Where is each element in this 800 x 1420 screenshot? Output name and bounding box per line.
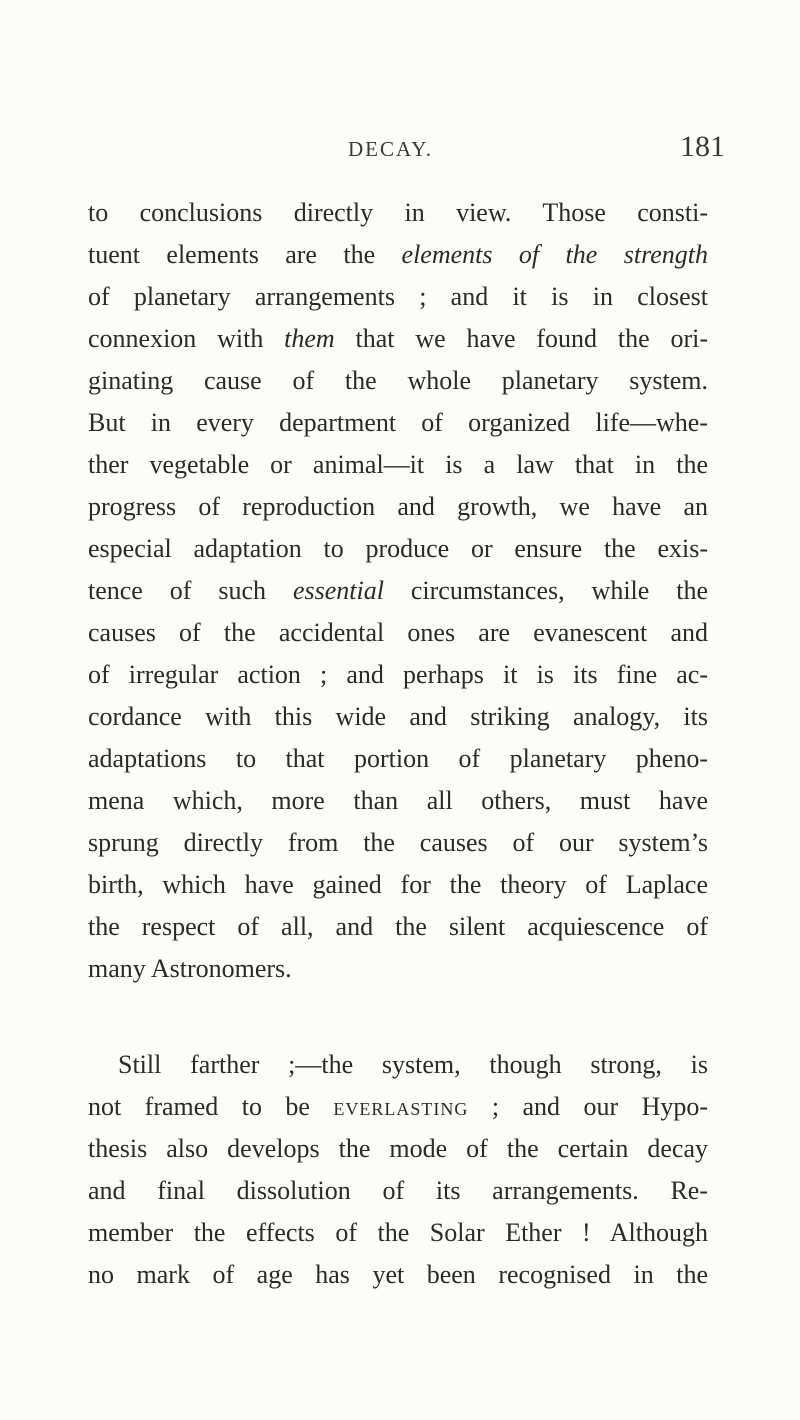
emphasis: elements of the strength: [401, 240, 708, 269]
emphasis: them: [284, 324, 335, 353]
text-line: Still farther ;—the system, though strong, is: [118, 1050, 708, 1079]
text-line: But in every department of organized life—whe-: [88, 408, 708, 437]
page-number: 181: [680, 130, 725, 163]
text-line: adaptations to that portion of planetary pheno-: [88, 744, 708, 773]
text-line: connexion with them that we have found the ori-: [88, 324, 708, 353]
text-line: to conclusions directly in view. Those consti-: [88, 198, 708, 227]
text-line: member the effects of the Solar Ether ! Although: [88, 1218, 708, 1247]
emphasis-smallcaps: everlasting: [333, 1092, 469, 1121]
running-head: [0, 130, 800, 170]
text-line: the respect of all, and the silent acquiescence of: [88, 912, 708, 941]
text-line: causes of the accidental ones are evanescent and: [88, 618, 708, 647]
text-line: ther vegetable or animal—it is a law that in the: [88, 450, 708, 479]
text-line: birth, which have gained for the theory of Laplace: [88, 870, 708, 899]
text-line: mena which, more than all others, must have: [88, 786, 708, 815]
text-line: especial adaptation to produce or ensure the exis-: [88, 534, 708, 563]
text-line: many Astronomers.: [88, 954, 292, 983]
text-line: sprung directly from the causes of our system’s: [88, 828, 708, 857]
text-line: of planetary arrangements ; and it is in closest: [88, 282, 708, 311]
running-title: DECAY.: [348, 137, 433, 161]
text-line: thesis also develops the mode of the certain decay: [88, 1134, 708, 1163]
text-line: progress of reproduction and growth, we have an: [88, 492, 708, 521]
text-line: cordance with this wide and striking analogy, its: [88, 702, 708, 731]
text-line: and final dissolution of its arrangements. Re-: [88, 1176, 708, 1205]
text-line: no mark of age has yet been recognised in the: [88, 1260, 708, 1289]
text-line: of irregular action ; and perhaps it is its fine ac-: [88, 660, 708, 689]
text-line: not framed to be everlasting ; and our Hypo-: [88, 1092, 708, 1121]
text-line: ginating cause of the whole planetary system.: [88, 366, 708, 395]
emphasis: essential: [292, 576, 384, 605]
text-line: tence of such essential circumstances, while the: [88, 576, 708, 605]
text-line: tuent elements are the elements of the strength: [88, 240, 708, 269]
